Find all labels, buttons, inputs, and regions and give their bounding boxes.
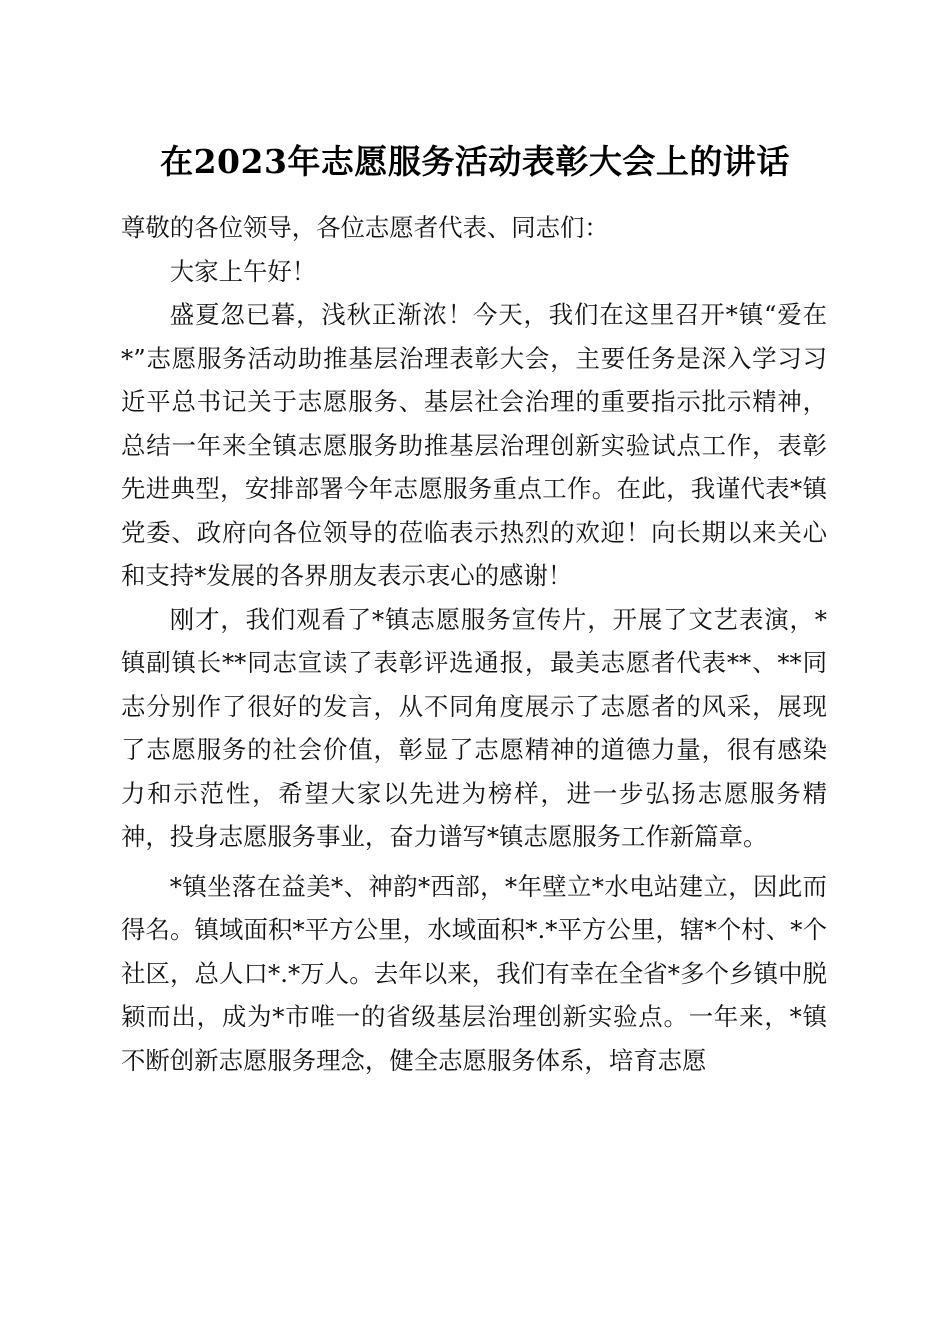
salutation: 尊敬的各位领导，各位志愿者代表、同志们：: [121, 213, 609, 242]
document-body: [121, 206, 827, 1082]
paragraph-town-intro: *镇坐落在益美*、神韵*西部，*年壁立*水电站建立，因此而得名。镇域面积*平方公里，水域面积*.*平方公里，辖*个村、*个社区，总人口*.*万人。去年以来，我们有幸在全省*多个乡镇中脱颖而出，成为*市唯一的省级基层治理创新实验点。一年来，*镇不断创新志愿服务理念，健全志愿服务体系，培育志愿: [121, 871, 827, 1075]
paragraph-greeting: 大家上午好！: [169, 256, 317, 286]
document-title: 在2023年志愿服务活动表彰大会上的讲话: [160, 142, 790, 181]
paragraph-review: 刚才，我们观看了*镇志愿服务宣传片，开展了文艺表演，*镇副镇长**同志宣读了表彰评选通报，最美志愿者代表**、**同志分别作了很好的发言，从不同角度展示了志愿者的风采，展现了志愿服务的社会价值，彰显了志愿精神的道德力量，很有感染力和示范性，希望大家以先进为榜样，进一步弘扬志愿服务精神，投身志愿服务事业，奋力谱写*镇志愿服务工作新篇章。: [121, 604, 827, 851]
paragraph-opening: 盛夏忽已暮，浅秋正渐浓！今天，我们在这里召开*镇“爱在*”志愿服务活动助推基层治理表彰大会，主要任务是深入学习习近平总书记关于志愿服务、基层社会治理的重要指示批示精神，总结一年来全镇志愿服务助推基层治理创新实验试点工作，表彰先进典型，安排部署今年志愿服务重点工作。在此，我谨代表*镇党委、政府向各位领导的莅临表示热烈的欢迎！向长期以来关心和支持*发展的各界朋友表示衷心的感谢！: [121, 300, 827, 590]
